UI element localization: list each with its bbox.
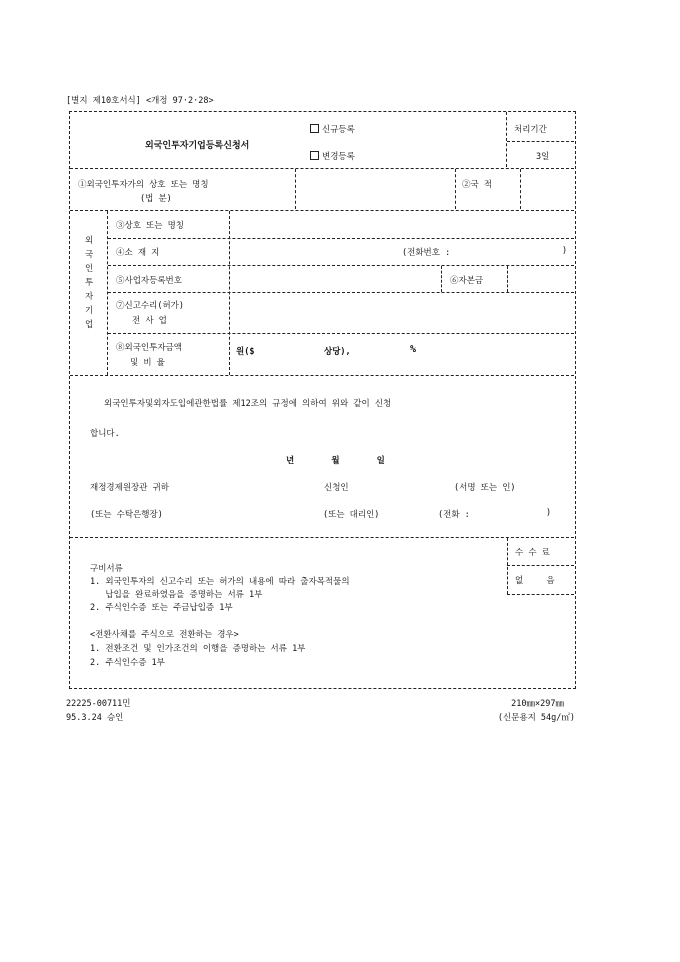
form-title: 외국인투자기업등록신청서 [145,141,250,151]
amount-won: 원($ [236,347,255,357]
company-section-label [85,234,97,332]
business-label-1: ⑦신고수리(허가) [116,301,185,311]
declaration-phone-label: (전화 : [438,510,470,520]
footer-size: 210㎜×297㎜ [511,699,564,709]
divider [507,565,574,566]
declaration-line1: 외국인투자및외자도입에관한법률 제12조의 규정에 의하여 위와 같이 신청 [104,399,392,409]
divider [507,141,574,142]
alt-recipient: (또는 수탁은행장) [90,510,163,520]
footer-paper: (신문용지 54g/㎡) [497,713,575,723]
form-header: [별지 제10호서식] <개정 97·2·28> [66,96,214,106]
company-section-char: 국 [85,250,94,260]
nationality-label: ②국 적 [462,180,493,190]
company-section-char: 기 [85,306,94,316]
divider [455,169,456,209]
document-item: 납입을 완료하였음을 증명하는 서류 1부 [90,590,263,600]
address-label: ④소 재 지 [116,248,160,258]
divider [295,169,296,209]
business-reg-label: ⑤사업자등록번호 [116,276,182,286]
agent-label: (또는 대리인) [323,510,380,520]
divider [507,594,574,595]
capital-label: ⑥자본금 [450,276,484,286]
conversion-item: 1. 전환조건 및 인가조건의 이행을 증명하는 서류 1부 [90,644,306,654]
divider [70,375,574,376]
divider [70,537,574,538]
declaration-line2: 합니다. [90,429,120,439]
footer-code: 22225-00711민 [66,699,131,709]
checkbox-new-label: 신규등록 [322,125,355,135]
divider [229,211,230,375]
divider [108,265,574,266]
divider [107,211,108,375]
investor-name-label: ①외국인투자가의 상호 또는 명칭 [78,180,209,190]
divider [70,168,574,169]
processing-period-value: 3일 [536,152,550,162]
divider [108,292,574,293]
company-section-char: 인 [85,264,94,274]
checkbox-change-label: 변경등록 [322,152,355,162]
company-section-char: 투 [85,278,94,288]
phone-close: ) [562,246,568,256]
divider [441,266,442,292]
company-section-char: 외 [85,236,94,246]
phone-label: (전화번호 : [402,248,451,258]
fee-value: 없 음 [515,576,555,586]
conversion-title: <전환사채를 주식으로 전환하는 경우> [90,630,239,640]
document-item: 1. 외국인투자의 신고수리 또는 허가의 내용에 따라 출자목적물의 [90,577,350,587]
divider [507,266,508,292]
amount-label-1: ⑧외국인투자금액 [116,343,182,353]
divider [506,112,507,167]
checkbox-new-box[interactable] [310,124,319,133]
divider [108,238,574,239]
company-section-char: 자 [85,292,94,302]
date-line: 년 월 일 [286,456,385,466]
applicant-label: 신청인 [324,483,349,493]
processing-period-label: 처리기간 [514,125,547,135]
divider [507,538,508,594]
footer-approval: 95.3.24 승인 [66,713,124,723]
checkbox-new[interactable] [310,123,355,135]
conversion-item: 2. 주식인수증 1부 [90,658,165,668]
declaration-phone-close: ) [546,508,552,518]
checkbox-change-box[interactable] [310,151,319,160]
business-label-2: 전 사 업 [132,316,167,326]
amount-percent: % [410,344,417,355]
fee-label: 수 수 료 [515,548,550,558]
checkbox-change[interactable] [310,150,355,162]
investor-name-sublabel: (법 분) [140,194,172,204]
divider [520,169,521,209]
amount-label-2: 및 비 율 [130,358,165,368]
recipient: 재정경제원장관 귀하 [90,483,170,493]
document-item: 2. 주식인수증 또는 주금납입증 1부 [90,603,233,613]
amount-equiv: 상당), [324,347,351,357]
divider [108,333,574,334]
seal-label: (서명 또는 인) [454,483,516,493]
company-section-char: 업 [85,320,94,330]
documents-title: 구비서류 [90,564,123,574]
company-name-label: ③상호 또는 명칭 [116,221,185,231]
divider [70,210,574,211]
